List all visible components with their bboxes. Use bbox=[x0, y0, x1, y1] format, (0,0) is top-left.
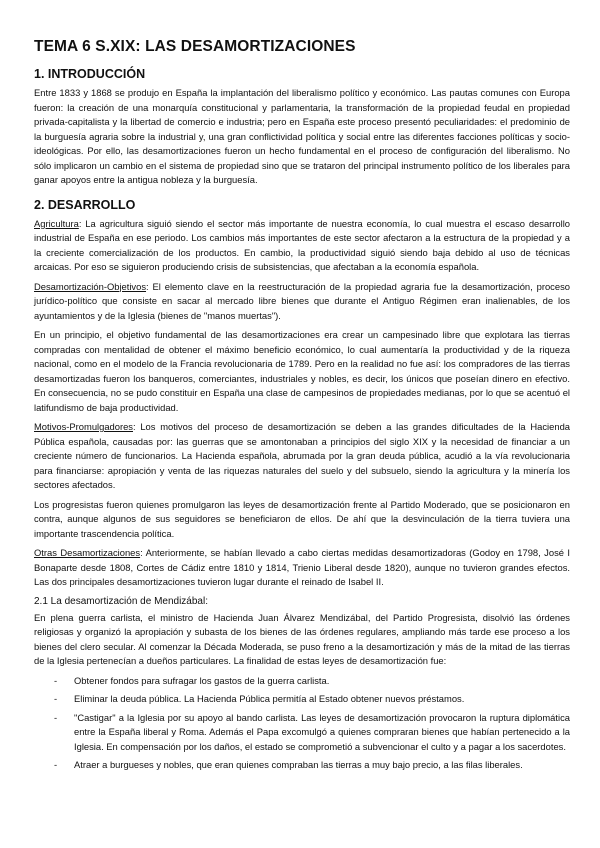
dash-bullet: - bbox=[54, 711, 58, 723]
list-item-text: Eliminar la deuda pública. La Hacienda Pública permitía al Estado obtener nuevos préstamos. bbox=[74, 693, 465, 704]
document-title: TEMA 6 S.XIX: LAS DESAMORTIZACIONES bbox=[34, 38, 356, 55]
dash-bullet: - bbox=[54, 674, 58, 686]
otras-text: : Anteriormente, se habían llevado a cabo ciertas medidas desamortizadoras (Godoy en 1798, José I Bonaparte desde 1808, Cortes de Cádiz entre 1810 y 1814, Trienio Liberal desde 1820), aunque no tuvieron grandes efectos. Las dos principales desamortizaciones tuvieron lugar durante el reinado de Isabel II. bbox=[34, 547, 571, 587]
agricultura-text: : La agricultura siguió siendo el sector más importante de nuestra economía, lo cual muestra el escaso desarrollo industrial de España en ese periodo. Los cambios más importantes de este sector afectaron a la estructura de la propiedad y a la creciente comercialización de los productos. En cambio, la productividad siguió siendo baja debido al uso de técnicas arcaicas. Por eso se siguieron produciendo crisis de subsistencias, que afectaban a la economía española. bbox=[34, 217, 570, 272]
agricultura-label: Agricultura bbox=[34, 217, 79, 229]
dash-bullet: - bbox=[54, 693, 58, 704]
objetivos-paragraph-2: En un principio, el objetivo fundamental de las desamortizaciones era crear un campesinado libre que explotara las tierras compradas con mentalidad de obtener el máximo beneficio económico, lo cual aumentaría la productividad y de la riqueza nacional, como en el modelo de la Francia revolucionaria de 1789. Pero en la realidad no fue así: los compradores de las tierras desamortizadas fueron los banqueros, comerciantes, industriales y nobles, es decir, los únicos que poseían dinero en efectivo. En consecuencia, no se pudo constituir en España una clase de campesinos de propiedades medianas, por lo que se acentuó el latifundismo de baja productividad. bbox=[34, 329, 570, 413]
list-item bbox=[34, 758, 570, 773]
motivos-paragraph bbox=[34, 420, 570, 493]
motivos-paragraph-2: Los progresistas fueron quienes promulgaron las leyes de desamortización frente al Partido Moderado, que se posicionaron en contra, aunque algunos de sus seguidores se beneficiaron de ellos. De ahí que la desvinculación de la tierra tuviera una importante trascendencia política. bbox=[34, 498, 570, 539]
otras-label: Otras Desamortizaciones bbox=[34, 547, 141, 558]
objetivos-paragraph bbox=[34, 280, 570, 324]
dash-bullet: - bbox=[54, 759, 58, 770]
list-item-text: Atraer a burgueses y nobles, que eran quienes compraban las tierras a muy bajo precio, a las filas liberales. bbox=[74, 759, 523, 770]
mendizabal-paragraph: En plena guerra carlista, el ministro de Hacienda Juan Álvarez Mendizábal, del Partido Progresista, disolvió las órdenes religiosas y organizó la apropiación y subasta de los bienes de las órdenes regulares, ampliando más tarde ese proceso a los bienes del clero secular. Al comenzar la Década Moderada, se puso freno a la desamortización y más de la mitad de las tierras de la Iglesia pertenecían a dueños particulares. La finalidad de estas leyes de desamortización fue: bbox=[34, 611, 570, 666]
list-item bbox=[34, 692, 570, 707]
section-heading-desarrollo: 2. DESARROLLO bbox=[34, 197, 136, 212]
motivos-label: Motivos-Promulgadores bbox=[34, 421, 133, 432]
list-item-text: Obtener fondos para sufragar los gastos de la guerra carlista. bbox=[74, 674, 330, 686]
subsection-heading-mendizabal: 2.1 La desamortización de Mendizábal: bbox=[34, 595, 208, 607]
intro-paragraph: Entre 1833 y 1868 se produjo en España la implantación del liberalismo político y económico. Las pautas comunes con Europa fueron: la creación de una monarquía constitucional y parlamentaria, la transformación de la propiedad feudal en propiedad privada-capitalista y la libertad de comercio e industria; pero en España este proceso presentó peculiaridades: el predominio de la burguesía agraria sobre la industrial y, una gran conflictividad política y social entre las diferentes facciones políticas y socio-ideológicas. Por ello, las desamortizaciones fueron un hecho fundamental en el proceso de configuración del liberalismo. No sólo implicaron un cambio en el sistema de propiedad sino que se trataron del principal instrumento político de los liberales para ganar apoyos entre la antigua nobleza y la burguesía. bbox=[34, 87, 570, 185]
list-item bbox=[34, 674, 570, 689]
agricultura-paragraph bbox=[34, 217, 570, 275]
objetivos-text: : El elemento clave en la reestructuración de la propiedad agraria fue la desamortización, proceso jurídico-político que consiste en sacar al mercado libre bienes que durante el Antiguo Régimen eran inalienables, de los ayuntamientos y de la Iglesia (bienes de "manos muertas"). bbox=[34, 280, 570, 321]
section-heading-introduccion: 1. INTRODUCCIÓN bbox=[34, 67, 146, 81]
finalidades-list bbox=[34, 674, 570, 773]
list-item bbox=[34, 711, 570, 755]
motivos-text: : Los motivos del proceso de desamortización se deben a las grandes dificultades de la Hacienda Pública española, causadas por: las guerras que se amontonaban a principios del siglo XIX y la necesidad de financiar a un creciente número de funcionarios. La Hacienda española, abrumada por la gran deuda pública, acudió a la vía revolucionaria para financiarse: apropiación y venta de las riquezas naturales del suelo y del subsuelo, siendo la agricultura y la minería los sectores afectados. bbox=[34, 421, 570, 490]
otras-paragraph bbox=[34, 546, 570, 590]
objetivos-label: Desamortización-Objetivos bbox=[34, 280, 147, 292]
list-item-text: "Castigar" a la Iglesia por su apoyo al bando carlista. Las leyes de desamortización provocaron la ruptura diplomática entre la España liberal y Roma. Además el Papa excomulgó a quienes compraran bienes que habían pertenecido a la Iglesia. En compensación por los daños, el estado se comprometió a subvencionar el culto y a pagar a los sacerdotes. bbox=[74, 711, 570, 752]
